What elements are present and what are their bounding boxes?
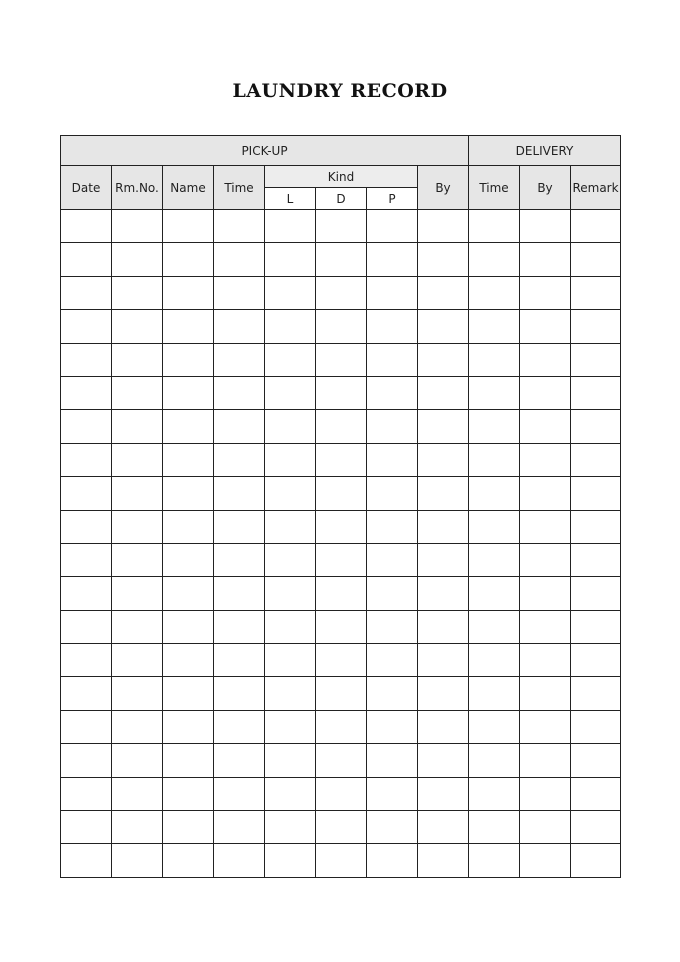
room-cell[interactable] bbox=[112, 276, 163, 309]
time-cell[interactable] bbox=[214, 844, 265, 877]
by-column-header: By bbox=[418, 166, 469, 210]
table-row bbox=[61, 376, 621, 409]
kind-p-cell[interactable] bbox=[367, 243, 418, 276]
time-cell[interactable] bbox=[214, 644, 265, 677]
date-cell[interactable] bbox=[61, 410, 112, 443]
delivery-time-cell[interactable] bbox=[469, 376, 520, 409]
by-cell[interactable] bbox=[418, 210, 469, 243]
delivery-by-cell[interactable] bbox=[520, 677, 571, 710]
kind-d-cell[interactable] bbox=[316, 610, 367, 643]
remark-cell[interactable] bbox=[571, 477, 621, 510]
by-cell[interactable] bbox=[418, 811, 469, 844]
remark-cell[interactable] bbox=[571, 543, 621, 576]
kind-p-cell[interactable] bbox=[367, 443, 418, 476]
kind-l-cell[interactable] bbox=[265, 343, 316, 376]
remark-cell[interactable] bbox=[571, 410, 621, 443]
name-cell[interactable] bbox=[163, 343, 214, 376]
room-cell[interactable] bbox=[112, 243, 163, 276]
name-cell[interactable] bbox=[163, 543, 214, 576]
delivery-time-cell[interactable] bbox=[469, 510, 520, 543]
by-cell[interactable] bbox=[418, 343, 469, 376]
delivery-time-column-header: Time bbox=[469, 166, 520, 210]
remark-cell[interactable] bbox=[571, 443, 621, 476]
time-cell[interactable] bbox=[214, 744, 265, 777]
room-cell[interactable] bbox=[112, 376, 163, 409]
name-cell[interactable] bbox=[163, 410, 214, 443]
kind-d-cell[interactable] bbox=[316, 543, 367, 576]
delivery-by-cell[interactable] bbox=[520, 644, 571, 677]
kind-column-header: Kind bbox=[265, 166, 418, 188]
page-title: LAUNDRY RECORD bbox=[232, 80, 448, 102]
kind-l-cell[interactable] bbox=[265, 644, 316, 677]
by-cell[interactable] bbox=[418, 844, 469, 877]
by-cell[interactable] bbox=[418, 610, 469, 643]
by-cell[interactable] bbox=[418, 744, 469, 777]
kind-p-cell[interactable] bbox=[367, 710, 418, 743]
delivery-by-cell[interactable] bbox=[520, 510, 571, 543]
name-cell[interactable] bbox=[163, 811, 214, 844]
kind-l-cell[interactable] bbox=[265, 410, 316, 443]
time-cell[interactable] bbox=[214, 443, 265, 476]
record-rows bbox=[61, 210, 621, 878]
name-cell[interactable] bbox=[163, 443, 214, 476]
kind-d-cell[interactable] bbox=[316, 777, 367, 810]
kind-l-cell[interactable] bbox=[265, 844, 316, 877]
time-cell[interactable] bbox=[214, 243, 265, 276]
remark-cell[interactable] bbox=[571, 777, 621, 810]
table-row bbox=[61, 844, 621, 877]
kind-l-cell[interactable] bbox=[265, 744, 316, 777]
kind-l-cell[interactable] bbox=[265, 210, 316, 243]
kind-d-cell[interactable] bbox=[316, 744, 367, 777]
room-cell[interactable] bbox=[112, 410, 163, 443]
remark-cell[interactable] bbox=[571, 644, 621, 677]
kind-d-cell[interactable] bbox=[316, 844, 367, 877]
table-row bbox=[61, 777, 621, 810]
table-row bbox=[61, 744, 621, 777]
table-row bbox=[61, 510, 621, 543]
remark-cell[interactable] bbox=[571, 844, 621, 877]
kind-p-cell[interactable] bbox=[367, 343, 418, 376]
kind-l-cell[interactable] bbox=[265, 276, 316, 309]
kind-l-cell[interactable] bbox=[265, 610, 316, 643]
name-cell[interactable] bbox=[163, 477, 214, 510]
room-cell[interactable] bbox=[112, 343, 163, 376]
delivery-time-cell[interactable] bbox=[469, 210, 520, 243]
date-cell[interactable] bbox=[61, 210, 112, 243]
delivery-by-cell[interactable] bbox=[520, 310, 571, 343]
time-cell[interactable] bbox=[214, 343, 265, 376]
kind-l-cell[interactable] bbox=[265, 710, 316, 743]
remark-cell[interactable] bbox=[571, 744, 621, 777]
delivery-by-cell[interactable] bbox=[520, 276, 571, 309]
kind-d-cell[interactable] bbox=[316, 243, 367, 276]
kind-p-cell[interactable] bbox=[367, 811, 418, 844]
time-cell[interactable] bbox=[214, 577, 265, 610]
kind-d-cell[interactable] bbox=[316, 811, 367, 844]
name-cell[interactable] bbox=[163, 610, 214, 643]
by-cell[interactable] bbox=[418, 644, 469, 677]
date-cell[interactable] bbox=[61, 543, 112, 576]
by-cell[interactable] bbox=[418, 477, 469, 510]
name-cell[interactable] bbox=[163, 644, 214, 677]
kind-l-cell[interactable] bbox=[265, 310, 316, 343]
room-cell[interactable] bbox=[112, 510, 163, 543]
delivery-time-cell[interactable] bbox=[469, 577, 520, 610]
kind-l-cell[interactable] bbox=[265, 376, 316, 409]
kind-p-cell[interactable] bbox=[367, 744, 418, 777]
kind-d-cell[interactable] bbox=[316, 410, 367, 443]
kind-d-cell[interactable] bbox=[316, 310, 367, 343]
kind-d-cell[interactable] bbox=[316, 710, 367, 743]
time-cell[interactable] bbox=[214, 777, 265, 810]
remark-cell[interactable] bbox=[571, 710, 621, 743]
kind-l-cell[interactable] bbox=[265, 443, 316, 476]
time-cell[interactable] bbox=[214, 276, 265, 309]
by-cell[interactable] bbox=[418, 510, 469, 543]
delivery-time-cell[interactable] bbox=[469, 744, 520, 777]
date-cell[interactable] bbox=[61, 310, 112, 343]
kind-l-cell[interactable] bbox=[265, 510, 316, 543]
by-cell[interactable] bbox=[418, 543, 469, 576]
name-cell[interactable] bbox=[163, 510, 214, 543]
room-cell[interactable] bbox=[112, 710, 163, 743]
delivery-by-cell[interactable] bbox=[520, 610, 571, 643]
by-cell[interactable] bbox=[418, 276, 469, 309]
room-cell[interactable] bbox=[112, 310, 163, 343]
date-cell[interactable] bbox=[61, 510, 112, 543]
table-row bbox=[61, 677, 621, 710]
kind-p-cell[interactable] bbox=[367, 310, 418, 343]
delivery-by-cell[interactable] bbox=[520, 477, 571, 510]
kind-l-cell[interactable] bbox=[265, 477, 316, 510]
name-column-header: Name bbox=[163, 166, 214, 210]
kind-d-column-header: D bbox=[316, 188, 367, 210]
remark-cell[interactable] bbox=[571, 243, 621, 276]
delivery-by-cell[interactable] bbox=[520, 243, 571, 276]
date-cell[interactable] bbox=[61, 443, 112, 476]
delivery-by-cell[interactable] bbox=[520, 410, 571, 443]
date-cell[interactable] bbox=[61, 844, 112, 877]
delivery-by-cell[interactable] bbox=[520, 710, 571, 743]
time-cell[interactable] bbox=[214, 376, 265, 409]
kind-l-cell[interactable] bbox=[265, 243, 316, 276]
table-row bbox=[61, 310, 621, 343]
table-row bbox=[61, 610, 621, 643]
name-cell[interactable] bbox=[163, 376, 214, 409]
delivery-time-cell[interactable] bbox=[469, 710, 520, 743]
name-cell[interactable] bbox=[163, 710, 214, 743]
by-cell[interactable] bbox=[418, 243, 469, 276]
table-row bbox=[61, 243, 621, 276]
delivery-by-column-header: By bbox=[520, 166, 571, 210]
kind-d-cell[interactable] bbox=[316, 276, 367, 309]
kind-d-cell[interactable] bbox=[316, 644, 367, 677]
table-row bbox=[61, 644, 621, 677]
room-cell[interactable] bbox=[112, 610, 163, 643]
delivery-by-cell[interactable] bbox=[520, 376, 571, 409]
kind-p-cell[interactable] bbox=[367, 677, 418, 710]
kind-d-cell[interactable] bbox=[316, 343, 367, 376]
remark-column-header: Remark bbox=[571, 166, 621, 210]
by-cell[interactable] bbox=[418, 410, 469, 443]
room-cell[interactable] bbox=[112, 210, 163, 243]
room-number-column-header: Rm.No. bbox=[112, 166, 163, 210]
room-cell[interactable] bbox=[112, 777, 163, 810]
kind-d-cell[interactable] bbox=[316, 677, 367, 710]
name-cell[interactable] bbox=[163, 777, 214, 810]
by-cell[interactable] bbox=[418, 677, 469, 710]
room-cell[interactable] bbox=[112, 844, 163, 877]
date-cell[interactable] bbox=[61, 710, 112, 743]
by-cell[interactable] bbox=[418, 376, 469, 409]
delivery-time-cell[interactable] bbox=[469, 811, 520, 844]
time-cell[interactable] bbox=[214, 310, 265, 343]
remark-cell[interactable] bbox=[571, 210, 621, 243]
date-cell[interactable] bbox=[61, 811, 112, 844]
delivery-time-cell[interactable] bbox=[469, 276, 520, 309]
date-column-header: Date bbox=[61, 166, 112, 210]
time-cell[interactable] bbox=[214, 410, 265, 443]
table-row bbox=[61, 210, 621, 243]
kind-l-cell[interactable] bbox=[265, 811, 316, 844]
kind-d-cell[interactable] bbox=[316, 477, 367, 510]
date-cell[interactable] bbox=[61, 577, 112, 610]
kind-p-cell[interactable] bbox=[367, 610, 418, 643]
delivery-time-cell[interactable] bbox=[469, 477, 520, 510]
time-cell[interactable] bbox=[214, 710, 265, 743]
delivery-time-cell[interactable] bbox=[469, 310, 520, 343]
kind-p-cell[interactable] bbox=[367, 577, 418, 610]
laundry-record-table bbox=[60, 135, 621, 878]
remark-cell[interactable] bbox=[571, 510, 621, 543]
remark-cell[interactable] bbox=[571, 610, 621, 643]
delivery-time-cell[interactable] bbox=[469, 644, 520, 677]
kind-l-cell[interactable] bbox=[265, 677, 316, 710]
date-cell[interactable] bbox=[61, 477, 112, 510]
room-cell[interactable] bbox=[112, 744, 163, 777]
table-row bbox=[61, 811, 621, 844]
delivery-time-cell[interactable] bbox=[469, 343, 520, 376]
kind-p-cell[interactable] bbox=[367, 844, 418, 877]
kind-p-cell[interactable] bbox=[367, 210, 418, 243]
remark-cell[interactable] bbox=[571, 811, 621, 844]
delivery-by-cell[interactable] bbox=[520, 443, 571, 476]
remark-cell[interactable] bbox=[571, 310, 621, 343]
by-cell[interactable] bbox=[418, 577, 469, 610]
date-cell[interactable] bbox=[61, 744, 112, 777]
kind-d-cell[interactable] bbox=[316, 577, 367, 610]
room-cell[interactable] bbox=[112, 477, 163, 510]
kind-l-column-header: L bbox=[265, 188, 316, 210]
by-cell[interactable] bbox=[418, 710, 469, 743]
table-row bbox=[61, 477, 621, 510]
table-row bbox=[61, 410, 621, 443]
kind-p-cell[interactable] bbox=[367, 276, 418, 309]
delivery-by-cell[interactable] bbox=[520, 777, 571, 810]
date-cell[interactable] bbox=[61, 610, 112, 643]
time-cell[interactable] bbox=[214, 210, 265, 243]
delivery-group-header: DELIVERY bbox=[469, 136, 621, 166]
by-cell[interactable] bbox=[418, 310, 469, 343]
remark-cell[interactable] bbox=[571, 376, 621, 409]
kind-d-cell[interactable] bbox=[316, 443, 367, 476]
table-row bbox=[61, 577, 621, 610]
room-cell[interactable] bbox=[112, 644, 163, 677]
delivery-by-cell[interactable] bbox=[520, 543, 571, 576]
kind-d-cell[interactable] bbox=[316, 510, 367, 543]
kind-p-cell[interactable] bbox=[367, 543, 418, 576]
table-row bbox=[61, 343, 621, 376]
kind-p-cell[interactable] bbox=[367, 510, 418, 543]
by-cell[interactable] bbox=[418, 777, 469, 810]
delivery-time-cell[interactable] bbox=[469, 443, 520, 476]
delivery-time-cell[interactable] bbox=[469, 610, 520, 643]
room-cell[interactable] bbox=[112, 811, 163, 844]
time-cell[interactable] bbox=[214, 510, 265, 543]
kind-p-column-header: P bbox=[367, 188, 418, 210]
name-cell[interactable] bbox=[163, 276, 214, 309]
kind-p-cell[interactable] bbox=[367, 477, 418, 510]
delivery-time-cell[interactable] bbox=[469, 844, 520, 877]
delivery-by-cell[interactable] bbox=[520, 811, 571, 844]
time-cell[interactable] bbox=[214, 610, 265, 643]
pickup-group-header: PICK-UP bbox=[61, 136, 469, 166]
time-cell[interactable] bbox=[214, 811, 265, 844]
name-cell[interactable] bbox=[163, 210, 214, 243]
date-cell[interactable] bbox=[61, 343, 112, 376]
name-cell[interactable] bbox=[163, 844, 214, 877]
delivery-time-cell[interactable] bbox=[469, 543, 520, 576]
delivery-by-cell[interactable] bbox=[520, 844, 571, 877]
delivery-time-cell[interactable] bbox=[469, 410, 520, 443]
kind-d-cell[interactable] bbox=[316, 210, 367, 243]
kind-p-cell[interactable] bbox=[367, 777, 418, 810]
remark-cell[interactable] bbox=[571, 343, 621, 376]
kind-p-cell[interactable] bbox=[367, 410, 418, 443]
kind-l-cell[interactable] bbox=[265, 777, 316, 810]
delivery-time-cell[interactable] bbox=[469, 677, 520, 710]
by-cell[interactable] bbox=[418, 443, 469, 476]
table-row bbox=[61, 443, 621, 476]
remark-cell[interactable] bbox=[571, 276, 621, 309]
table-row bbox=[61, 276, 621, 309]
table-row bbox=[61, 543, 621, 576]
room-cell[interactable] bbox=[112, 577, 163, 610]
table-row bbox=[61, 710, 621, 743]
delivery-time-cell[interactable] bbox=[469, 243, 520, 276]
kind-p-cell[interactable] bbox=[367, 376, 418, 409]
room-cell[interactable] bbox=[112, 443, 163, 476]
delivery-time-cell[interactable] bbox=[469, 777, 520, 810]
time-column-header: Time bbox=[214, 166, 265, 210]
kind-l-cell[interactable] bbox=[265, 577, 316, 610]
time-cell[interactable] bbox=[214, 677, 265, 710]
time-cell[interactable] bbox=[214, 477, 265, 510]
kind-l-cell[interactable] bbox=[265, 543, 316, 576]
delivery-by-cell[interactable] bbox=[520, 210, 571, 243]
name-cell[interactable] bbox=[163, 677, 214, 710]
name-cell[interactable] bbox=[163, 310, 214, 343]
date-cell[interactable] bbox=[61, 276, 112, 309]
room-cell[interactable] bbox=[112, 543, 163, 576]
name-cell[interactable] bbox=[163, 577, 214, 610]
remark-cell[interactable] bbox=[571, 677, 621, 710]
date-cell[interactable] bbox=[61, 644, 112, 677]
date-cell[interactable] bbox=[61, 376, 112, 409]
delivery-by-cell[interactable] bbox=[520, 343, 571, 376]
room-cell[interactable] bbox=[112, 677, 163, 710]
date-cell[interactable] bbox=[61, 777, 112, 810]
kind-d-cell[interactable] bbox=[316, 376, 367, 409]
name-cell[interactable] bbox=[163, 744, 214, 777]
remark-cell[interactable] bbox=[571, 577, 621, 610]
kind-p-cell[interactable] bbox=[367, 644, 418, 677]
date-cell[interactable] bbox=[61, 243, 112, 276]
delivery-by-cell[interactable] bbox=[520, 577, 571, 610]
name-cell[interactable] bbox=[163, 243, 214, 276]
date-cell[interactable] bbox=[61, 677, 112, 710]
time-cell[interactable] bbox=[214, 543, 265, 576]
delivery-by-cell[interactable] bbox=[520, 744, 571, 777]
